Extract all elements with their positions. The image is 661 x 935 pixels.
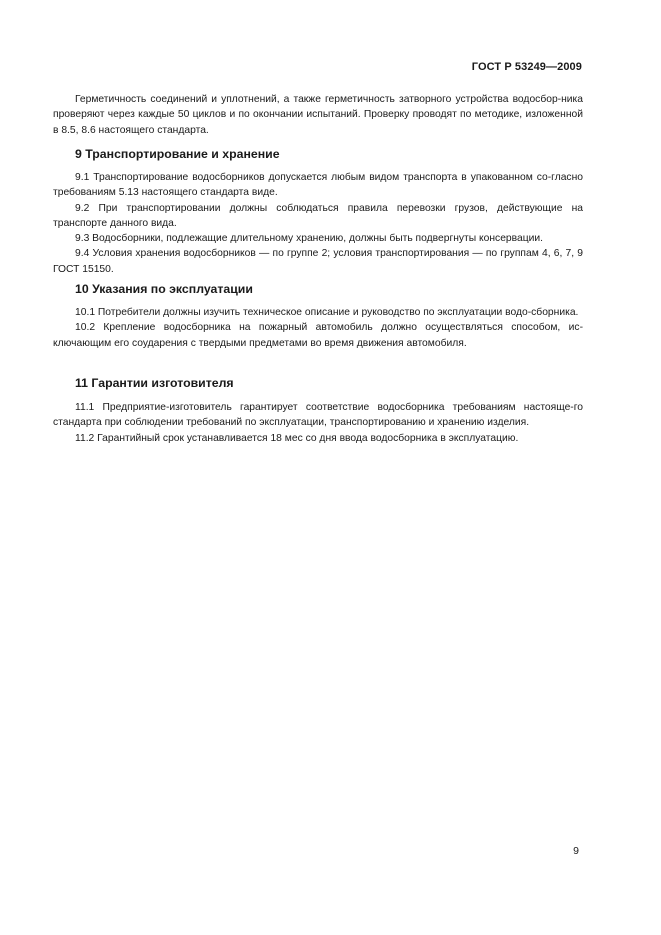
section-9-paragraph-2: 9.2 При транспортировании должны соблюдаться правила перевозки грузов, действующие на транспорте данного вида. <box>53 202 583 229</box>
section-11-heading: 11 Гарантии изготовителя <box>75 376 234 390</box>
page-number: 9 <box>573 845 579 857</box>
intro-paragraph: Герметичность соединений и уплотнений, а также герметичность затворного устройства водосбор-ника проверяют через каждые 50 циклов и по окончании испытаний. Проверку проводят по методике, изложенной в 8.5, 8.6 настоящего стандарта. <box>53 94 583 136</box>
section-10-heading: 10 Указания по эксплуатации <box>75 282 253 296</box>
section-9-body <box>53 170 583 277</box>
section-10-paragraph-1: 10.1 Потребители должны изучить техническое описание и руководство по эксплуатации водо-сборника. <box>75 307 579 318</box>
section-11-paragraph-2: 11.2 Гарантийный срок устанавливается 18 мес со дня ввода водосборника в эксплуатацию. <box>75 432 519 444</box>
section-9-paragraph-4: 9.4 Условия хранения водосборников — по группе 2; условия транспортирования — по группам 4, 6, 7, 9 ГОСТ 15150. <box>53 248 583 275</box>
section-10-body <box>53 305 583 351</box>
intro-block <box>53 92 583 138</box>
section-11-body <box>53 400 583 446</box>
section-10-paragraph-2: 10.2 Крепление водосборника на пожарный автомобиль должно осуществляться способом, ис-ключающим его соударения с твердыми предметами во время движения автомобиля. <box>53 322 583 349</box>
section-11-paragraph-1: 11.1 Предприятие-изготовитель гарантирует соответствие водосборника требованиям настояще-го стандарта при соблюдении требований по эксплуатации, транспортированию и хранению изделия. <box>53 402 583 429</box>
section-9-heading: 9 Транспортирование и хранение <box>75 147 280 161</box>
section-9-paragraph-3: 9.3 Водосборники, подлежащие длительному хранению, должны быть подвергнуты консервации. <box>75 233 543 245</box>
section-9-paragraph-1: 9.1 Транспортирование водосборников допускается любым видом транспорта в упакованном со-гласно требованиям 5.13 настоящего стандарта виде. <box>53 172 583 199</box>
standard-code: ГОСТ Р 53249—2009 <box>471 61 582 73</box>
